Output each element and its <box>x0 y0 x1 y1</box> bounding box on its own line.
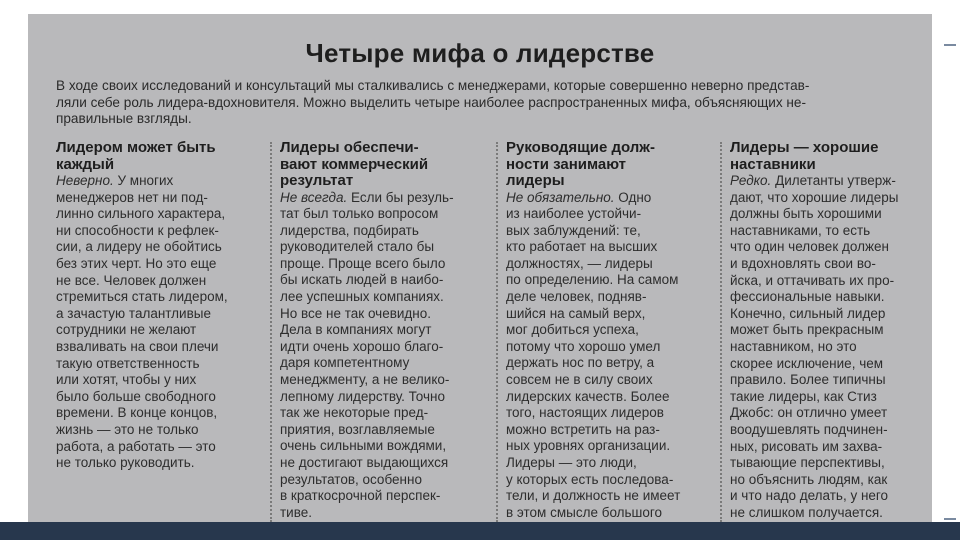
body-line: лидерства, подбирать <box>280 222 419 238</box>
body-line: не достигают выдающихся <box>280 455 449 470</box>
body-line: не все. Человек должен <box>56 272 207 288</box>
body-line: стремиться стать лидером, <box>56 289 228 305</box>
body-line: Одно <box>614 189 652 205</box>
body-line: по определению. На самом <box>506 272 679 288</box>
body-line: Дилетанты утверж- <box>771 173 896 188</box>
body-line: лее успешных компаниях. <box>280 289 444 305</box>
body-line: но объяснить людям, как <box>730 471 888 487</box>
body-line: не только руководить. <box>56 455 195 471</box>
body-line: времени. В конце концов, <box>56 405 218 421</box>
body-line: линно сильного характера, <box>56 206 226 222</box>
body-line: или хотят, чтобы у них <box>56 372 197 388</box>
body-line: результатов, особенно <box>280 471 422 487</box>
heading-line: Лидеры — хорошие <box>730 139 879 156</box>
body-line: лепному лидерству. Точно <box>280 388 446 404</box>
body-line: Дела в компаниях могут <box>280 322 432 338</box>
body-line: Но все не так очевидно. <box>280 305 432 321</box>
body-line: не слишком получается. <box>730 504 883 520</box>
body-line: в краткосрочной перспек- <box>280 488 441 504</box>
slide-bottom-bar <box>0 522 960 540</box>
body-line: Джобс: он отлично умеет <box>730 405 888 421</box>
verdict-lead: Неверно. <box>56 173 114 188</box>
body-line: потому что хорошо умел <box>506 338 661 354</box>
body-line: и вдохновлять свои во- <box>730 255 876 271</box>
body-line: так же некоторые пред- <box>280 405 429 421</box>
body-line: сии, а лидеру не обойтись <box>56 239 222 255</box>
body-line: шийся на самый верх, <box>506 305 646 321</box>
intro-paragraph <box>56 78 926 128</box>
intro-line: правильные взгляды. <box>56 111 192 126</box>
body-line: фессиональные навыки. <box>730 289 885 305</box>
body-line: ных уровнях организации. <box>506 438 671 454</box>
body-line: наставниками, то есть <box>730 222 871 238</box>
body-line: воодушевлять подчинен- <box>730 421 888 437</box>
body-line: кто работает на высших <box>506 239 658 255</box>
verdict-lead: Не обязательно. <box>506 189 615 205</box>
body-line: очень сильными вождями, <box>280 438 447 454</box>
body-line: руководителей стало бы <box>280 239 435 255</box>
body-line: проще. Проще всего было <box>280 255 446 271</box>
body-line: было больше свободного <box>56 388 216 404</box>
body-line: а зачастую талантливые <box>56 305 211 321</box>
heading-line: наставники <box>730 155 816 173</box>
body-line: без этих черт. Но это еще <box>56 255 217 271</box>
myth-column-2 <box>280 140 492 521</box>
body-line: дают, что хорошие лидеры <box>730 189 899 205</box>
body-line: тели, и должность не имеет <box>506 488 681 504</box>
heading-line: результат <box>280 172 354 189</box>
column-heading <box>730 140 930 173</box>
intro-line: ляли себе роль лидера-вдохновителя. Можно выделить четыре наиболее распространенных мифа, объясняющих не- <box>56 94 807 110</box>
heading-line: лидеры <box>506 172 565 189</box>
body-line: держать нос по ветру, а <box>506 355 655 371</box>
heading-line: вают коммерческий <box>280 155 429 173</box>
body-line: Если бы резуль- <box>347 189 454 205</box>
body-line: взваливать на свои плечи <box>56 338 219 354</box>
body-line: должностях, — лидеры <box>506 255 653 271</box>
column-body <box>56 173 268 472</box>
column-heading <box>506 140 718 190</box>
body-line: ных, рисовать им захва- <box>730 438 883 454</box>
body-line: можно встретить на раз- <box>506 421 660 437</box>
body-line: йска, и оттачивать их про- <box>730 272 895 288</box>
body-line: может быть прекрасным <box>730 322 884 338</box>
body-line: из наиболее устойчи- <box>506 206 642 222</box>
column-divider <box>496 142 498 522</box>
column-heading <box>280 140 492 190</box>
column-heading <box>56 140 268 173</box>
body-line: ни способности к рефлек- <box>56 222 219 238</box>
body-line: деле человек, подняв- <box>506 289 647 305</box>
column-body <box>506 190 718 522</box>
body-line: в этом смысле большого <box>506 504 663 520</box>
heading-line: ности занимают <box>506 155 627 173</box>
column-divider <box>270 142 272 522</box>
myth-column-3 <box>506 140 718 521</box>
scanned-page <box>28 14 932 522</box>
myth-column-4 <box>730 140 930 521</box>
verdict-lead: Редко. <box>730 173 772 188</box>
myth-column-1 <box>56 140 268 472</box>
body-line: тат был только вопросом <box>280 206 439 222</box>
body-line: правило. Более типичны <box>730 372 886 388</box>
heading-line: Лидеры обеспечи- <box>280 139 419 156</box>
body-line: такие лидеры, как Стиз <box>730 388 877 404</box>
body-line: тывающие перспективы, <box>730 455 885 471</box>
slide-edge-mark <box>944 518 956 520</box>
body-line: идти очень хорошо благо- <box>280 338 444 354</box>
column-body <box>280 190 492 522</box>
page-title: Четыре мифа о лидерстве <box>305 38 655 68</box>
body-line: Лидеры — это люди, <box>506 455 637 470</box>
body-line: и что надо делать, у него <box>730 488 889 504</box>
column-body <box>730 173 930 521</box>
heading-line: каждый <box>56 155 115 173</box>
column-divider <box>720 142 722 522</box>
body-line: менеджменту, а не велико- <box>280 372 450 388</box>
intro-line: В ходе своих исследований и консультаций мы сталкивались с менеджерами, которые совершенно неверно представ- <box>56 78 810 93</box>
body-line: совсем не в силу своих <box>506 372 653 388</box>
body-line: сотрудники не желают <box>56 322 197 338</box>
body-line: бы искать людей в наибо- <box>280 272 444 288</box>
body-line: вых заблуждений: те, <box>506 222 641 238</box>
body-line: приятия, возглавляемые <box>280 421 435 437</box>
body-line: у которых есть последова- <box>506 471 674 487</box>
body-line: того, настоящих лидеров <box>506 405 664 421</box>
body-line: лидерских качеств. Более <box>506 388 670 404</box>
body-line: жизнь — это не только <box>56 421 199 437</box>
heading-line: Лидером может быть <box>56 139 216 156</box>
body-line: Конечно, сильный лидер <box>730 305 886 321</box>
slide-edge-mark <box>944 44 956 46</box>
body-line: должны быть хорошими <box>730 206 882 222</box>
body-line: скорее исключение, чем <box>730 355 884 371</box>
body-line: У многих <box>113 173 174 188</box>
body-line: менеджеров нет ни под- <box>56 189 208 205</box>
verdict-lead: Не всегда. <box>280 189 348 205</box>
body-line: мог добиться успеха, <box>506 322 639 338</box>
body-line: такую ответственность <box>56 355 200 371</box>
body-line: что один человек должен <box>730 239 889 255</box>
heading-line: Руководящие долж- <box>506 139 655 156</box>
body-line: наставником, но это <box>730 338 857 354</box>
body-line: даря компетентному <box>280 355 410 371</box>
body-line: тиве. <box>280 504 313 520</box>
body-line: работа, а работать — это <box>56 438 216 454</box>
